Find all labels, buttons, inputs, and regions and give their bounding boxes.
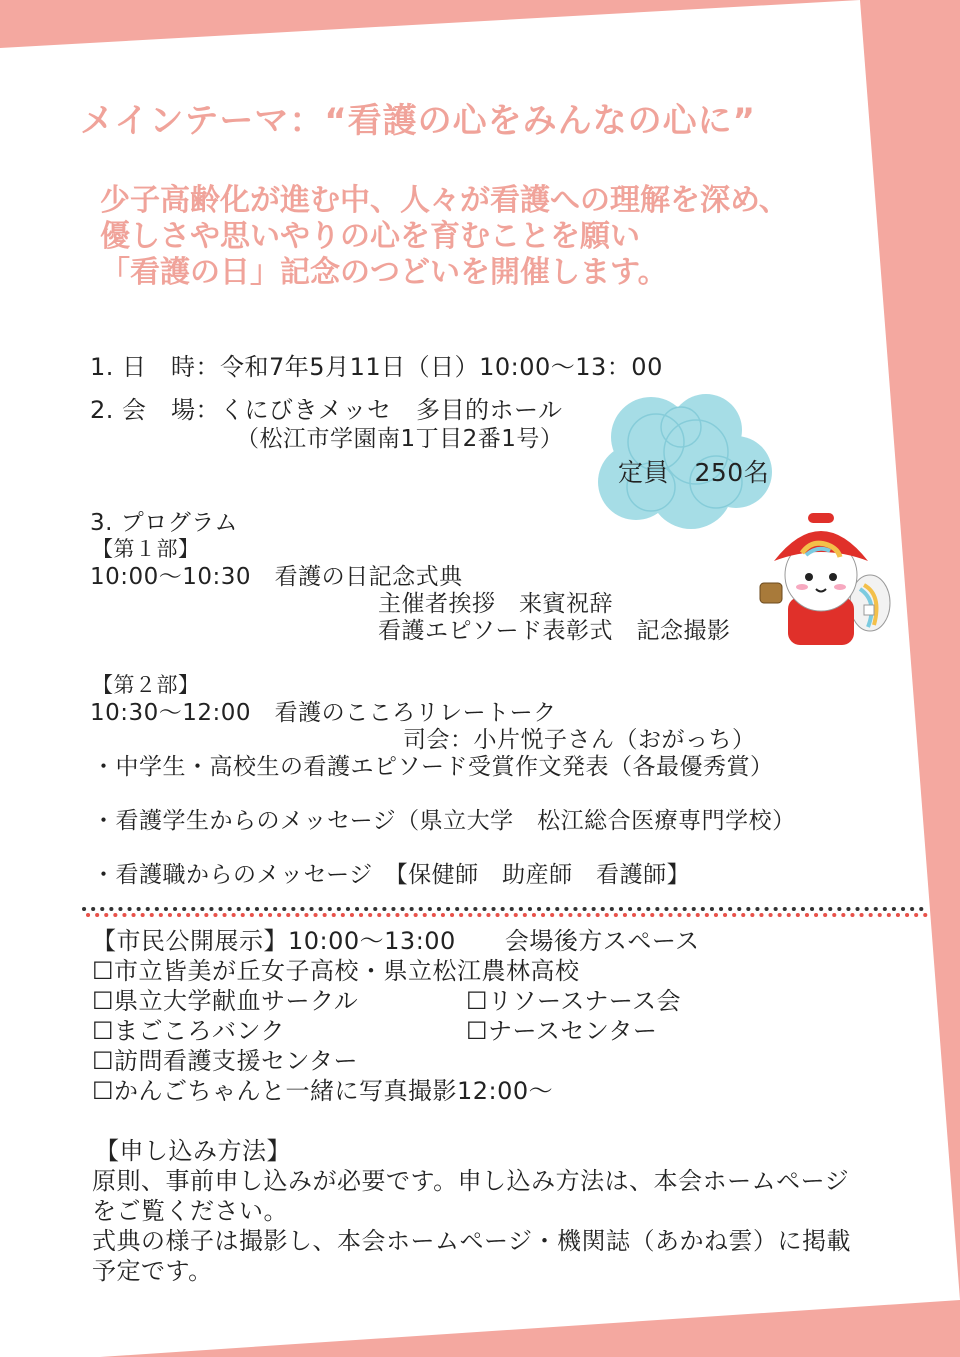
part2-item-1: ・中学生・高校生の看護エピソード受賞作文発表（各最優秀賞） [92,754,774,780]
exhibit-item-2: ☐県立大学献血サークル [92,987,359,1015]
part2-item-3: ・看護職からのメッセージ 【保健師 助産師 看護師】 [92,862,691,888]
apply-heading: 【申し込み方法】 [95,1137,291,1165]
exhibit-item-7: ☐かんごちゃんと一緒に写真撮影12:00〜 [92,1077,554,1105]
dotted-divider [80,905,930,919]
mascot-kangochan-icon [752,505,902,655]
intro-line-1: 少子高齢化が進む中、人々が看護への理解を深め、 [100,183,789,218]
part1-line-1: 10:00〜10:30 看護の日記念式典 [90,564,463,590]
apply-line-3: 式典の様子は撮影し、本会ホームページ・機関誌（あかね雲）に掲載 [92,1227,852,1255]
exhibit-heading: 【市民公開展示】10:00〜13:00 会場後方スペース [92,927,700,955]
part2-item-2: ・看護学生からのメッセージ（県立大学 松江総合医療専門学校） [92,808,796,834]
part1-line-2: 主催者挨拶 来賓祝辞 [378,591,613,617]
part2-heading: 【第２部】 [92,673,200,697]
event-venue: 2. 会 場：くにびきメッセ 多目的ホール [90,396,563,424]
exhibit-item-5: ☐ナースセンター [466,1017,658,1045]
exhibit-item-1: ☐市立皆美が丘女子高校・県立松江農林高校 [92,957,580,985]
exhibit-item-3: ☐リソースナース会 [466,987,682,1015]
program-heading: 3. プログラム [90,510,239,536]
intro-line-2: 優しさや思いやりの心を育むことを願い [100,219,640,254]
apply-line-2: をご覧ください。 [92,1197,288,1225]
intro-line-3: 「看護の日」記念のつどいを開催します。 [100,255,668,290]
exhibit-item-6: ☐訪問看護支援センター [92,1047,359,1075]
main-theme: メインテーマ：“看護の心をみんなの心に” [80,101,757,141]
exhibit-item-4: ☐まごころバンク [92,1017,286,1045]
part2-line-1: 10:30〜12:00 看護のこころリレートーク [90,700,557,726]
part2-line-2: 司会：小片悦子さん（おがっち） [403,727,756,753]
capacity-label: 定員 250名 [618,458,770,487]
apply-line-1: 原則、事前申し込みが必要です。申し込み方法は、本会ホームページ [92,1167,850,1195]
apply-line-4: 予定です。 [92,1257,213,1285]
part1-heading: 【第１部】 [92,537,200,561]
venue-address: （松江市学園南1丁目2番1号） [236,426,564,452]
part1-line-3: 看護エピソード表彰式 記念撮影 [378,618,731,644]
event-datetime: 1. 日 時：令和7年5月11日（日）10:00〜13：00 [90,353,663,381]
